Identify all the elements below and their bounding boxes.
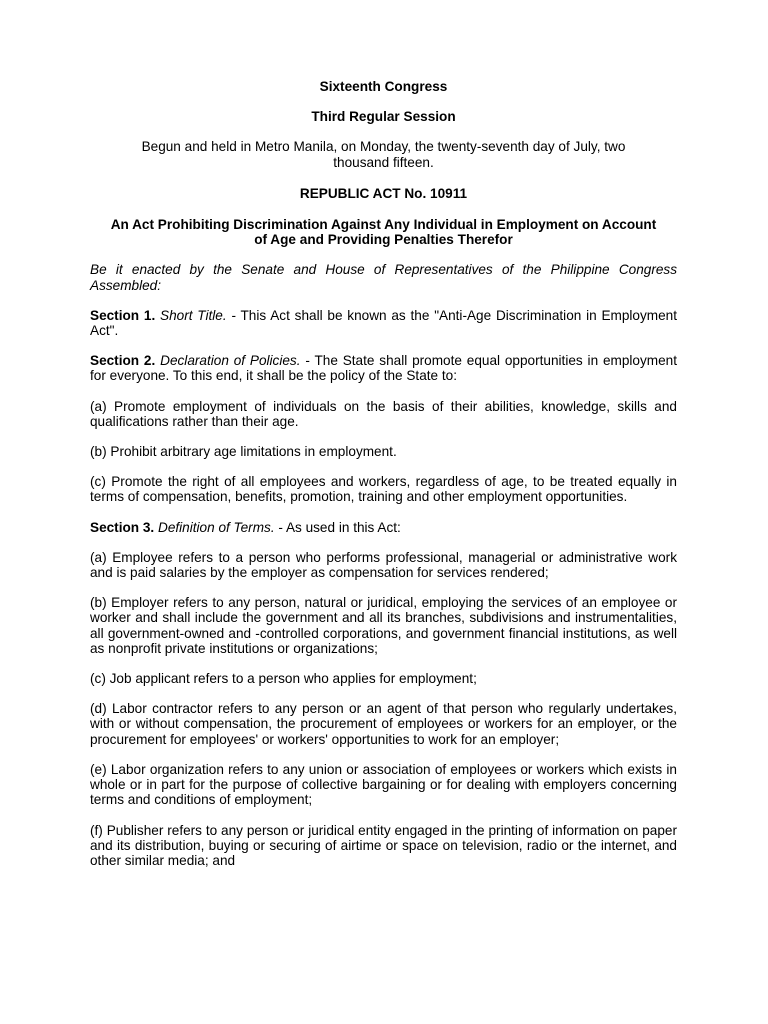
definition-item: (c) Job applicant refers to a person who applies for employment; bbox=[90, 671, 477, 687]
definition-item: (e) Labor organization refers to any union or association of employees or workers which exists in whole or in part for the purpose of collective bargaining or for dealing with employers concerning terms and conditions of employment; bbox=[90, 761, 677, 808]
policy-item: (a) Promote employment of individuals on the basis of their abilities, knowledge, skills and qualifications rather than their age. bbox=[90, 398, 677, 429]
definition-item: (b) Employer refers to any person, natural or juridical, employing the services of an employee or worker and shall include the government and all its branches, subdivisions and instrumentalities, all government-owned and -controlled corporations, and government financial institutions, as well as nonprofit private institutions or organizations; bbox=[90, 595, 677, 656]
enacting-clause: Be it enacted by the Senate and House of Representatives of the Philippine Congress Assembled: bbox=[90, 262, 677, 293]
section-text: - As used in this Act: bbox=[274, 519, 401, 535]
definition-item: (f) Publisher refers to any person or juridical entity engaged in the printing of information on paper and its distribution, buying or securing of airtime or space on television, radio or the internet, and other similar media; and bbox=[90, 822, 677, 868]
act-number: REPUBLIC ACT No. 10911 bbox=[299, 185, 468, 201]
congress-title: Sixteenth Congress bbox=[319, 79, 448, 94]
section-heading: Short Title. bbox=[160, 307, 227, 323]
definition-item: (d) Labor contractor refers to any person or an agent of that person who regularly undertakes, with or without compensation, the procurement of employees or workers for an employer, or the procurement for employees' or workers' opportunities to work for an employer; bbox=[90, 701, 677, 747]
section-1 bbox=[90, 308, 677, 338]
section-label: Section 1. bbox=[90, 307, 156, 323]
policy-item: (b) Prohibit arbitrary age limitations in employment. bbox=[90, 444, 397, 460]
section-heading: Definition of Terms. bbox=[158, 519, 275, 535]
section-label: Section 3. bbox=[90, 519, 155, 535]
section-text: - The State shall promote equal opportunities in employment for everyone. To this end, it shall be the policy of the State to: bbox=[90, 353, 677, 384]
definition-item: (a) Employee refers to a person who performs professional, managerial or administrative work and is paid salaries by the employer as compensation for services rendered; bbox=[90, 549, 677, 581]
begun-statement: Begun and held in Metro Manila, on Monday, the twenty-seventh day of July, two thousand fifteen. bbox=[141, 139, 626, 170]
section-3 bbox=[90, 520, 677, 535]
policy-item: (c) Promote the right of all employees and workers, regardless of age, to be treated equally in terms of compensation, benefits, promotion, training and other employment opportunities. bbox=[90, 474, 677, 505]
section-label: Section 2. bbox=[90, 353, 156, 369]
section-2 bbox=[90, 353, 677, 383]
section-text: - This Act shall be known as the "Anti-Age Discrimination in Employment Act". bbox=[90, 307, 678, 339]
act-title: An Act Prohibiting Discrimination Against Any Individual in Employment on Account of Age and Providing Penalties Therefor bbox=[110, 217, 657, 248]
section-heading: Declaration of Policies. bbox=[160, 353, 301, 369]
session-title: Third Regular Session bbox=[311, 109, 456, 125]
